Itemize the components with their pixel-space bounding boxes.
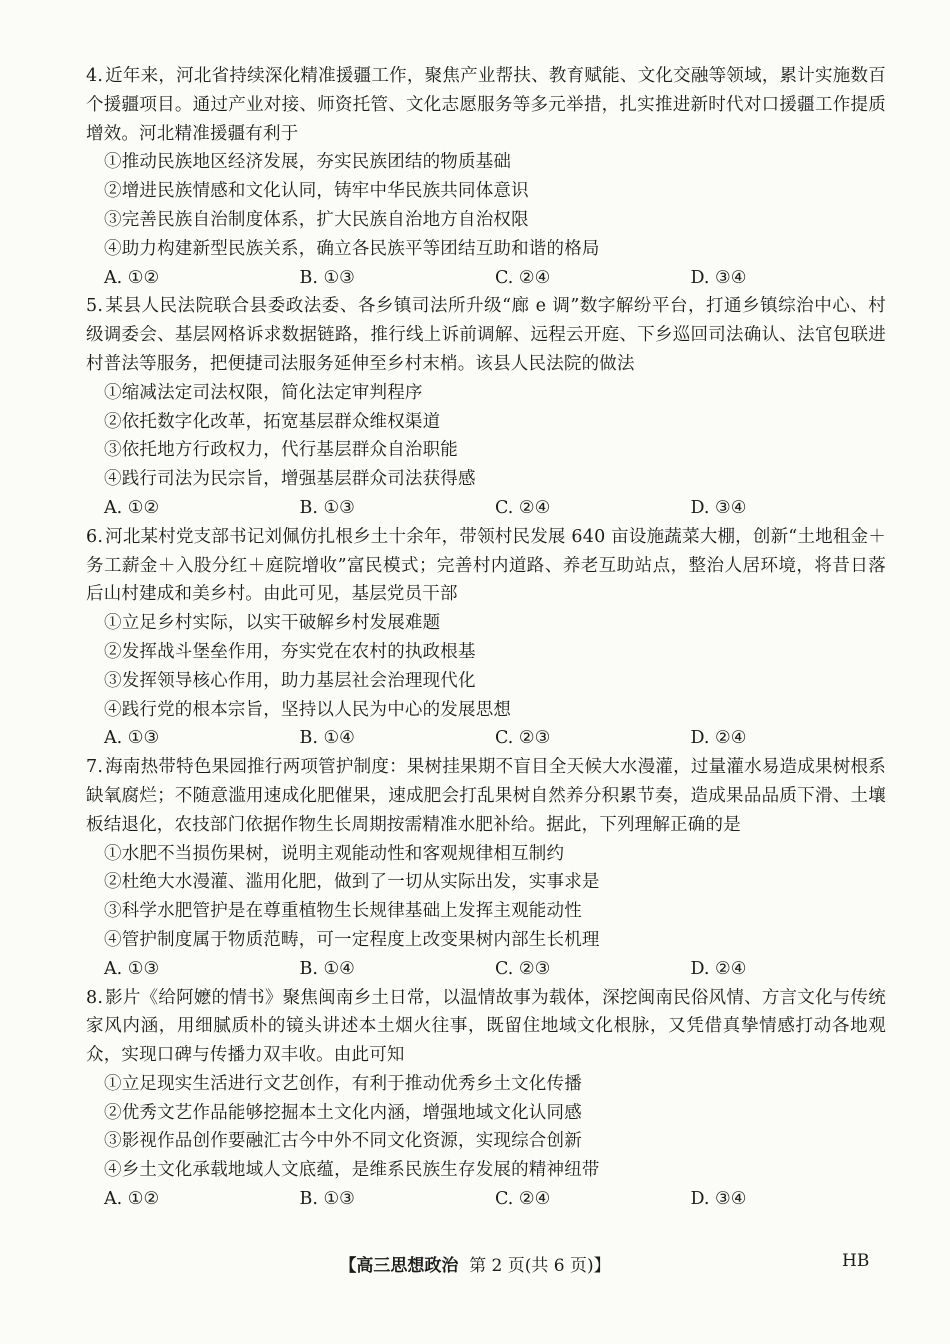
statement-1: ①立足乡村实际，以实干破解乡村发展难题	[104, 613, 441, 634]
footer-title	[0, 1251, 950, 1276]
statement-3: ③科学水肥管护是在尊重植物生长规律基础上发挥主观能动性	[104, 901, 582, 922]
statement-2: ②发挥战斗堡垒作用，夯实党在农村的执政根基	[104, 641, 476, 662]
question-stem	[86, 292, 886, 378]
question-number: 8.	[86, 987, 104, 1008]
statement-4: ④践行司法为民宗旨，增强基层群众司法获得感	[104, 469, 476, 490]
choice-d: D. ③④	[690, 267, 747, 288]
footer-code: HB	[842, 1251, 870, 1271]
choice-b: B. ①④	[299, 958, 355, 979]
choice-b: B. ①③	[299, 497, 355, 518]
choice-c: C. ②④	[495, 497, 551, 518]
statement-2: ②增进民族情感和文化认同，铸牢中华民族共同体意识	[104, 181, 529, 202]
answer-choices	[86, 494, 886, 523]
choice-c: C. ②③	[495, 728, 551, 749]
question-text: 某县人民法院联合县委政法委、各乡镇司法所升级“廊 e 调”数字解纷平台，打通乡镇综治中心、村级调委会、基层网格诉求数据链路，推行线上诉前调解、远程云开庭、下乡巡回司法确认、法官包联进村普法等服务，把便捷司法服务延伸至乡村末梢。该县人民法院的做法	[86, 296, 886, 374]
choice-a: A. ①②	[104, 267, 160, 288]
statement-1: ①水肥不当损伤果树，说明主观能动性和客观规律相互制约	[104, 843, 565, 864]
statement-3: ③完善民族自治制度体系，扩大民族自治地方自治权限	[104, 209, 529, 230]
statement-1: ①立足现实生活进行文艺创作，有利于推动优秀乡土文化传播	[104, 1073, 582, 1094]
choice-a: A. ①②	[104, 497, 160, 518]
statement-1: ①缩减法定司法权限，简化法定审判程序	[104, 382, 423, 403]
question-text: 影片《给阿嬷的情书》聚焦闽南乡土日常，以温情故事为载体，深挖闽南民俗风情、方言文化与传统家风内涵，用细腻质朴的镜头讲述本土烟火往事，既留住地域文化根脉，又凭借真挚情感打动各地观众，实现口碑与传播力双丰收。由此可知	[86, 987, 886, 1066]
statement-4: ④乡土文化承载地域人文底蕴，是维系民族生存发展的精神纽带	[104, 1160, 600, 1181]
question-number: 4.	[86, 66, 104, 86]
question-stem	[86, 984, 886, 1070]
answer-choices	[86, 264, 886, 293]
choice-b: B. ①③	[299, 267, 355, 288]
question-number: 5.	[86, 296, 104, 317]
question-text: 河北某村党支部书记刘佩仿扎根乡土十余年，带领村民发展 640 亩设施蔬菜大棚，创新“土地租金＋务工薪金＋入股分红＋庭院增收”富民模式；完善村内道路、养老互助站点，整治人居环境，将昔日落后山村建成和美乡村。由此可见，基层党员干部	[86, 526, 886, 605]
statement-1: ①推动民族地区经济发展，夯实民族团结的物质基础	[104, 152, 512, 173]
choice-d: D. ②④	[690, 958, 747, 979]
statement-2: ②优秀文艺作品能够挖掘本土文化内涵，增强地域文化认同感	[104, 1102, 582, 1123]
choice-d: D. ②④	[690, 728, 747, 749]
choice-d: D. ③④	[690, 497, 747, 518]
statement-3: ③依托地方行政权力，代行基层群众自治职能	[104, 440, 458, 461]
choice-a: A. ①③	[104, 728, 160, 749]
statement-2: ②依托数字化改革，拓宽基层群众维权渠道	[104, 411, 441, 432]
choice-a: A. ①③	[104, 958, 160, 979]
question-5	[86, 292, 886, 522]
statement-3: ③发挥领导核心作用，助力基层社会治理现代化	[104, 670, 476, 691]
question-6	[86, 523, 886, 753]
footer-page-number: 第 2 页(共 6 页)】	[469, 1256, 611, 1276]
question-stem	[86, 753, 886, 839]
statement-3: ③影视作品创作要融汇古今中外不同文化资源，实现综合创新	[104, 1131, 582, 1152]
choice-c: C. ②④	[495, 1189, 551, 1210]
question-text: 近年来，河北省持续深化精准援疆工作，聚焦产业帮扶、教育赋能、文化交融等领域，累计实施数百个援疆项目。通过产业对接、师资托管、文化志愿服务等多元举措，扎实推进新时代对口援疆工作提质增效。河北精准援疆有利于	[86, 66, 886, 144]
answer-choices	[86, 724, 886, 753]
statement-4: ④践行党的根本宗旨，坚持以人民为中心的发展思想	[104, 699, 512, 720]
footer-subject: 【高三思想政治	[339, 1256, 459, 1276]
choice-b: B. ①③	[299, 1189, 355, 1210]
choice-c: C. ②④	[495, 267, 551, 288]
statement-4: ④助力构建新型民族关系，确立各民族平等团结互助和谐的格局	[104, 238, 600, 259]
answer-choices	[86, 955, 886, 984]
question-number: 6.	[86, 526, 104, 547]
question-stem	[86, 62, 886, 148]
page-footer	[0, 1251, 950, 1281]
question-number: 7.	[86, 757, 104, 778]
choice-b: B. ①④	[299, 728, 355, 749]
question-4	[86, 62, 886, 292]
answer-choices	[86, 1185, 886, 1214]
statement-4: ④管护制度属于物质范畴，可一定程度上改变果树内部生长机理	[104, 929, 600, 950]
question-stem	[86, 523, 886, 609]
choice-d: D. ③④	[690, 1189, 747, 1210]
choice-a: A. ①②	[104, 1189, 160, 1210]
question-text: 海南热带特色果园推行两项管护制度：果树挂果期不盲目全天候大水漫灌，过量灌水易造成果树根系缺氧腐烂；不随意滥用速成化肥催果，速成肥会打乱果树自然养分积累节奏，造成果品品质下滑、土壤板结退化，农技部门依据作物生长周期按需精准水肥补给。据此，下列理解正确的是	[86, 757, 886, 835]
question-8	[86, 984, 886, 1214]
question-list	[86, 62, 886, 1214]
statement-2: ②杜绝大水漫灌、滥用化肥，做到了一切从实际出发，实事求是	[104, 872, 600, 893]
question-7	[86, 753, 886, 983]
choice-c: C. ②③	[495, 958, 551, 979]
